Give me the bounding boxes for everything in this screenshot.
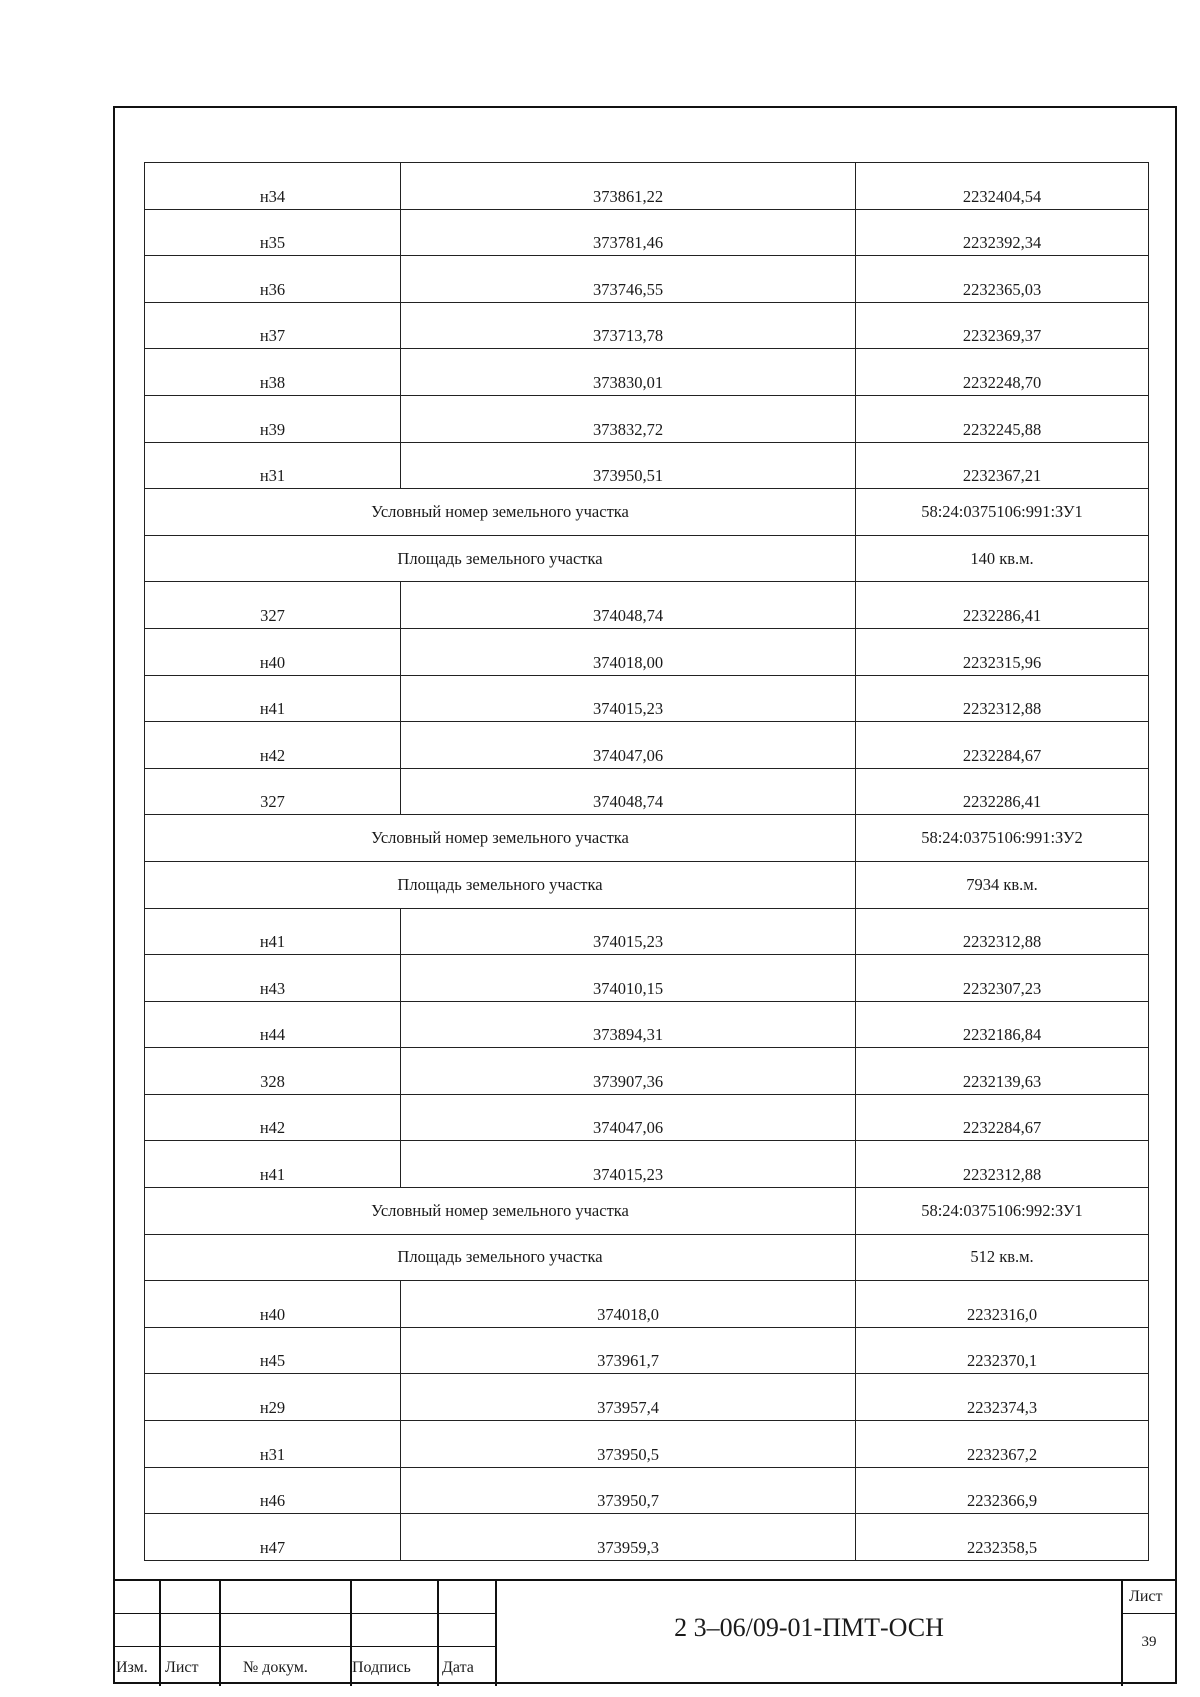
y-coordinate-cell: 2232248,70	[856, 349, 1149, 396]
table-row	[145, 1327, 1149, 1374]
table-row	[145, 209, 1149, 256]
sheet-number: 39	[1141, 1634, 1157, 1650]
x-coordinate-cell: 374015,23	[401, 1141, 856, 1188]
y-coordinate-cell: 2232315,96	[856, 628, 1149, 675]
y-coordinate-cell: 2232284,67	[856, 1094, 1149, 1141]
y-coordinate-cell: 2232284,67	[856, 722, 1149, 769]
x-coordinate-cell: 373957,4	[401, 1374, 856, 1421]
x-coordinate-cell: 374048,74	[401, 768, 856, 815]
label-cell: Площадь земельного участка	[145, 861, 856, 908]
point-name-cell: н35	[145, 209, 401, 256]
point-name-cell: н42	[145, 722, 401, 769]
table-row	[145, 1514, 1149, 1561]
table-row	[145, 1467, 1149, 1514]
y-coordinate-cell: 2232367,21	[856, 442, 1149, 489]
x-coordinate-cell: 374018,0	[401, 1281, 856, 1328]
table-row	[145, 628, 1149, 675]
x-coordinate-cell: 373961,7	[401, 1327, 856, 1374]
table-row	[145, 442, 1149, 489]
stamp-row-divider	[113, 1646, 495, 1647]
table-label-row	[145, 489, 1149, 536]
coordinates-table	[144, 162, 1149, 1561]
stamp-divider	[219, 1581, 221, 1686]
y-coordinate-cell: 2232312,88	[856, 908, 1149, 955]
table-row	[145, 349, 1149, 396]
sheet-label: Лист	[1129, 1588, 1163, 1605]
table-label-row	[145, 1234, 1149, 1281]
value-cell: 58:24:0375106:991:ЗУ1	[856, 489, 1149, 536]
label-cell: Условный номер земельного участка	[145, 489, 856, 536]
point-name-cell: н29	[145, 1374, 401, 1421]
x-coordinate-cell: 373861,22	[401, 163, 856, 210]
table-row	[145, 768, 1149, 815]
table-row	[145, 675, 1149, 722]
x-coordinate-cell: 373894,31	[401, 1001, 856, 1048]
value-cell: 58:24:0375106:992:ЗУ1	[856, 1188, 1149, 1235]
point-name-cell: н39	[145, 395, 401, 442]
title-block	[113, 1579, 1177, 1686]
point-name-cell: н36	[145, 256, 401, 303]
y-coordinate-cell: 2232367,2	[856, 1421, 1149, 1468]
x-coordinate-cell: 374048,74	[401, 582, 856, 629]
table-row	[145, 163, 1149, 210]
x-coordinate-cell: 373781,46	[401, 209, 856, 256]
stamp-label-signature: Подпись	[352, 1659, 411, 1676]
y-coordinate-cell: 2232358,5	[856, 1514, 1149, 1561]
y-coordinate-cell: 2232286,41	[856, 582, 1149, 629]
point-name-cell: н44	[145, 1001, 401, 1048]
label-cell: Площадь земельного участка	[145, 535, 856, 582]
document-code: 2 3–06/09-01-ПМТ-ОСН	[674, 1613, 944, 1642]
stamp-label-list: Лист	[165, 1659, 199, 1676]
y-coordinate-cell: 2232312,88	[856, 1141, 1149, 1188]
table-label-row	[145, 535, 1149, 582]
table-row	[145, 1374, 1149, 1421]
stamp-label-izm: Изм.	[116, 1659, 148, 1676]
table-row	[145, 395, 1149, 442]
table-label-row	[145, 1188, 1149, 1235]
stamp-divider	[159, 1581, 161, 1686]
x-coordinate-cell: 374010,15	[401, 955, 856, 1002]
x-coordinate-cell: 373950,51	[401, 442, 856, 489]
y-coordinate-cell: 2232245,88	[856, 395, 1149, 442]
x-coordinate-cell: 373950,5	[401, 1421, 856, 1468]
table-row	[145, 582, 1149, 629]
table-row	[145, 722, 1149, 769]
x-coordinate-cell: 373832,72	[401, 395, 856, 442]
point-name-cell: н41	[145, 1141, 401, 1188]
value-cell: 7934 кв.м.	[856, 861, 1149, 908]
y-coordinate-cell: 2232369,37	[856, 302, 1149, 349]
x-coordinate-cell: 373746,55	[401, 256, 856, 303]
point-name-cell: н34	[145, 163, 401, 210]
table-row	[145, 908, 1149, 955]
y-coordinate-cell: 2232316,0	[856, 1281, 1149, 1328]
value-cell: 58:24:0375106:991:ЗУ2	[856, 815, 1149, 862]
y-coordinate-cell: 2232307,23	[856, 955, 1149, 1002]
label-cell: Условный номер земельного участка	[145, 1188, 856, 1235]
label-cell: Площадь земельного участка	[145, 1234, 856, 1281]
y-coordinate-cell: 2232365,03	[856, 256, 1149, 303]
x-coordinate-cell: 373907,36	[401, 1048, 856, 1095]
value-cell: 140 кв.м.	[856, 535, 1149, 582]
table-row	[145, 955, 1149, 1002]
table-row	[145, 1281, 1149, 1328]
point-name-cell: н45	[145, 1327, 401, 1374]
point-name-cell: н37	[145, 302, 401, 349]
y-coordinate-cell: 2232366,9	[856, 1467, 1149, 1514]
x-coordinate-cell: 373830,01	[401, 349, 856, 396]
point-name-cell: 328	[145, 1048, 401, 1095]
y-coordinate-cell: 2232186,84	[856, 1001, 1149, 1048]
value-cell: 512 кв.м.	[856, 1234, 1149, 1281]
x-coordinate-cell: 374015,23	[401, 908, 856, 955]
y-coordinate-cell: 2232404,54	[856, 163, 1149, 210]
point-name-cell: н47	[145, 1514, 401, 1561]
point-name-cell: н40	[145, 1281, 401, 1328]
table-label-row	[145, 815, 1149, 862]
stamp-label-date: Дата	[442, 1659, 474, 1676]
table-row	[145, 1094, 1149, 1141]
point-name-cell: н46	[145, 1467, 401, 1514]
point-name-cell: н40	[145, 628, 401, 675]
x-coordinate-cell: 374018,00	[401, 628, 856, 675]
point-name-cell: н31	[145, 1421, 401, 1468]
point-name-cell: н31	[145, 442, 401, 489]
table-row	[145, 256, 1149, 303]
table-label-row	[145, 861, 1149, 908]
y-coordinate-cell: 2232286,41	[856, 768, 1149, 815]
table-row	[145, 1421, 1149, 1468]
stamp-divider	[437, 1581, 439, 1686]
y-coordinate-cell: 2232312,88	[856, 675, 1149, 722]
y-coordinate-cell: 2232370,1	[856, 1327, 1149, 1374]
point-name-cell: н41	[145, 675, 401, 722]
label-cell: Условный номер земельного участка	[145, 815, 856, 862]
table-row	[145, 1048, 1149, 1095]
point-name-cell: 327	[145, 768, 401, 815]
point-name-cell: н42	[145, 1094, 401, 1141]
y-coordinate-cell: 2232392,34	[856, 209, 1149, 256]
point-name-cell: н43	[145, 955, 401, 1002]
x-coordinate-cell: 373713,78	[401, 302, 856, 349]
stamp-row-divider	[113, 1613, 495, 1614]
stamp-row-divider	[1121, 1613, 1177, 1614]
x-coordinate-cell: 374047,06	[401, 1094, 856, 1141]
table-row	[145, 302, 1149, 349]
table-row	[145, 1141, 1149, 1188]
y-coordinate-cell: 2232374,3	[856, 1374, 1149, 1421]
point-name-cell: н41	[145, 908, 401, 955]
point-name-cell: н38	[145, 349, 401, 396]
table-row	[145, 1001, 1149, 1048]
x-coordinate-cell: 373950,7	[401, 1467, 856, 1514]
point-name-cell: 327	[145, 582, 401, 629]
stamp-label-doc-number: № докум.	[243, 1659, 308, 1676]
x-coordinate-cell: 373959,3	[401, 1514, 856, 1561]
x-coordinate-cell: 374047,06	[401, 722, 856, 769]
y-coordinate-cell: 2232139,63	[856, 1048, 1149, 1095]
x-coordinate-cell: 374015,23	[401, 675, 856, 722]
